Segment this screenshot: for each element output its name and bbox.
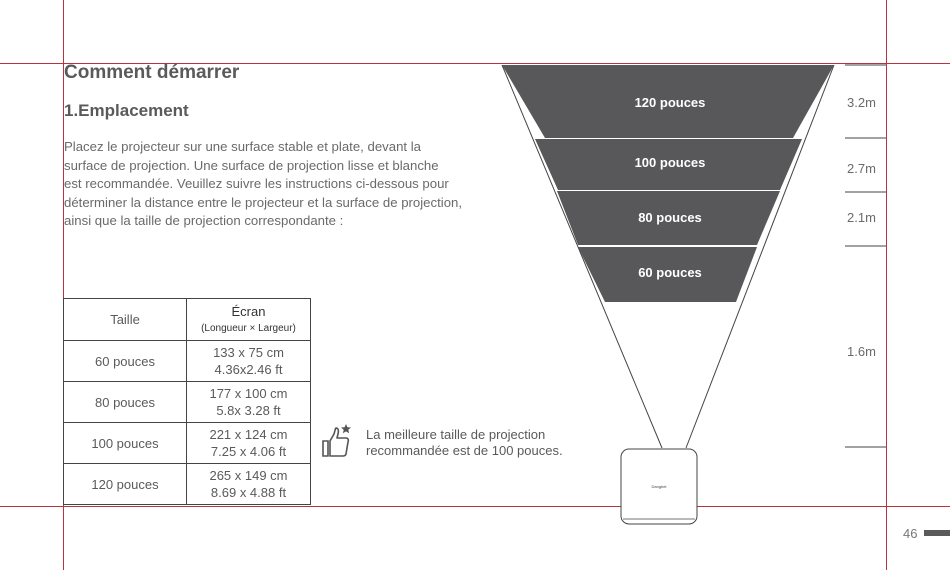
section-title: 1.Emplacement [64,101,189,120]
projector-logo: Dangbei [651,484,667,489]
header-screen-sub: (Longueur × Largeur) [201,322,296,334]
page-number-bar [924,530,950,536]
dimension-imperial: 8.69 x 4.88 ft [210,485,287,500]
dimension-metric: 265 x 149 cm [209,468,288,483]
distance-markers [845,65,886,447]
intro-line: est recommandée. Veuillez suivre les instructions ci-dessous pour [64,176,449,191]
dimension-imperial: 5.8x 3.28 ft [216,403,281,418]
intro-line: surface de projection. Une surface de projection lisse et blanche [64,157,439,173]
tip-line: recommandée est de 100 pouces. [366,443,563,458]
screen-label: 80 pouces [638,210,702,225]
dimension-imperial: 7.25 x 4.06 ft [210,444,287,459]
dimension-imperial: 4.36x2.46 ft [214,362,283,377]
distance-label: 2.7m [847,161,876,176]
tip-line: La meilleure taille de projection [366,427,546,442]
row-size: 120 pouces [64,464,187,505]
page-title: Comment démarrer [64,62,240,83]
screen-label: 100 pouces [634,155,706,170]
dimension-metric: 221 x 124 cm [209,427,288,442]
dimension-metric: 177 x 100 cm [209,386,288,401]
page-number: 46 [903,526,918,541]
distance-label: 3.2m [847,95,876,110]
distance-label: 1.6m [847,344,876,359]
intro-line: Placez le projecteur sur une surface stable et plate, devant la [64,139,422,154]
row-size: 60 pouces [64,341,187,382]
header-screen-label: Écran [231,303,266,319]
intro-line: déterminer la distance entre le projecteur et la surface de projection, [64,194,463,210]
dimension-metric: 133 x 75 cm [213,345,284,360]
intro-line: ainsi que la taille de projection correspondante : [64,213,344,228]
projector-device [621,449,697,524]
screen-label: 60 pouces [638,265,702,280]
row-size: 80 pouces [64,382,187,423]
header-size: Taille [64,299,187,341]
screen-label: 120 pouces [634,95,706,110]
distance-label: 2.1m [847,210,876,225]
row-size: 100 pouces [64,423,187,464]
